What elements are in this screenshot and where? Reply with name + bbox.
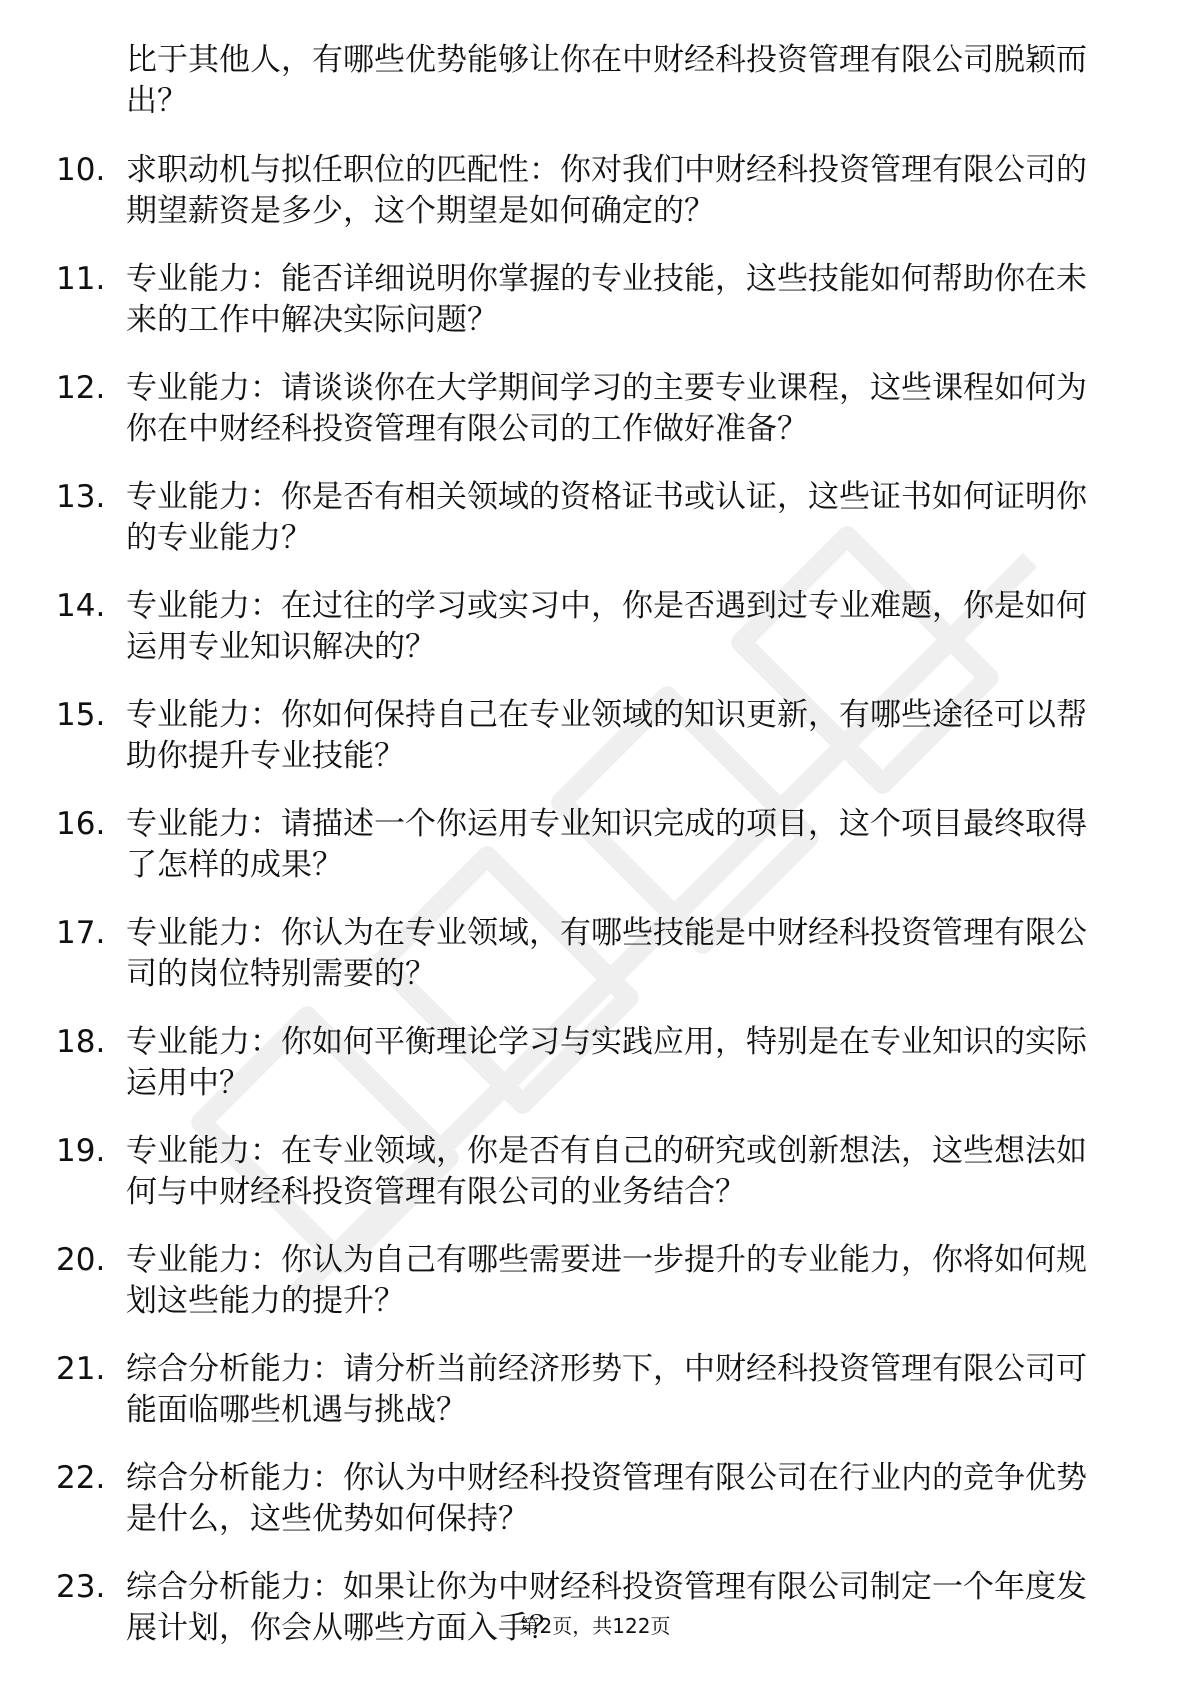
- question-text: 综合分析能力：你认为中财经科投资管理有限公司在行业内的竞争优势是什么，这些优势如何保持？: [126, 1460, 1087, 1537]
- list-item: [0, 804, 1190, 886]
- question-number: 21.: [56, 1351, 106, 1387]
- list-item: [0, 695, 1190, 777]
- question-number: 19.: [56, 1133, 106, 1169]
- question-number: 12.: [56, 370, 106, 406]
- question-text: 专业能力：你是否有相关领域的资格证书或认证，这些证书如何证明你的专业能力？: [126, 479, 1087, 556]
- question-text: 综合分析能力：如果让你为中财经科投资管理有限公司制定一个年度发展计划，你会从哪些方面入手？: [126, 1569, 1087, 1646]
- question-number: 14.: [56, 588, 106, 624]
- question-number: 17.: [56, 915, 106, 951]
- question-text: 专业能力：你认为在专业领域，有哪些技能是中财经科投资管理有限公司的岗位特别需要的？: [126, 915, 1087, 992]
- list-item: [0, 586, 1190, 668]
- question-number: 18.: [56, 1024, 106, 1060]
- question-text: 综合分析能力：请分析当前经济形势下，中财经科投资管理有限公司可能面临哪些机遇与挑战？: [126, 1351, 1087, 1428]
- question-list: [0, 150, 1190, 1649]
- question-number: 22.: [56, 1460, 106, 1496]
- question-text: 专业能力：在过往的学习或实习中，你是否遇到过专业难题，你是如何运用专业知识解决的？: [126, 588, 1087, 665]
- list-item: [0, 1022, 1190, 1104]
- list-item: [0, 1458, 1190, 1540]
- question-number: 23.: [56, 1569, 106, 1605]
- question-text: 专业能力：能否详细说明你掌握的专业技能，这些技能如何帮助你在未来的工作中解决实际问题？: [126, 261, 1087, 338]
- list-item: [0, 1240, 1190, 1322]
- list-item: [0, 150, 1190, 232]
- question-number: 20.: [56, 1242, 106, 1278]
- list-item: [0, 913, 1190, 995]
- question-text: 专业能力：你如何平衡理论学习与实践应用，特别是在专业知识的实际运用中？: [126, 1024, 1087, 1101]
- question-number: 13.: [56, 479, 106, 515]
- list-item: [0, 1131, 1190, 1213]
- question-text: 求职动机与拟任职位的匹配性：你对我们中财经科投资管理有限公司的期望薪资是多少，这个期望是如何确定的？: [126, 152, 1087, 229]
- question-number: 15.: [56, 697, 106, 733]
- question-content: [0, 40, 1190, 1676]
- question-text: 专业能力：你认为自己有哪些需要进一步提升的专业能力，你将如何规划这些能力的提升？: [126, 1242, 1087, 1319]
- question-number: 16.: [56, 806, 106, 842]
- question-number: 10.: [56, 152, 106, 188]
- list-item: [0, 368, 1190, 450]
- page-footer: 第2页，共122页: [519, 1614, 671, 1638]
- question-text: 专业能力：请谈谈你在大学期间学习的主要专业课程，这些课程如何为你在中财经科投资管理有限公司的工作做好准备？: [126, 370, 1087, 447]
- question-text: 专业能力：请描述一个你运用专业知识完成的项目，这个项目最终取得了怎样的成果？: [126, 806, 1087, 883]
- list-item: [0, 477, 1190, 559]
- continuation-text: 比于其他人，有哪些优势能够让你在中财经科投资管理有限公司脱颖而出？: [126, 42, 1087, 119]
- question-number: 11.: [56, 261, 106, 297]
- question-text: 专业能力：在专业领域，你是否有自己的研究或创新想法，这些想法如何与中财经科投资管理有限公司的业务结合？: [126, 1133, 1087, 1210]
- list-item: [0, 259, 1190, 341]
- list-item: [0, 1349, 1190, 1431]
- question-text: 专业能力：你如何保持自己在专业领域的知识更新，有哪些途径可以帮助你提升专业技能？: [126, 697, 1087, 774]
